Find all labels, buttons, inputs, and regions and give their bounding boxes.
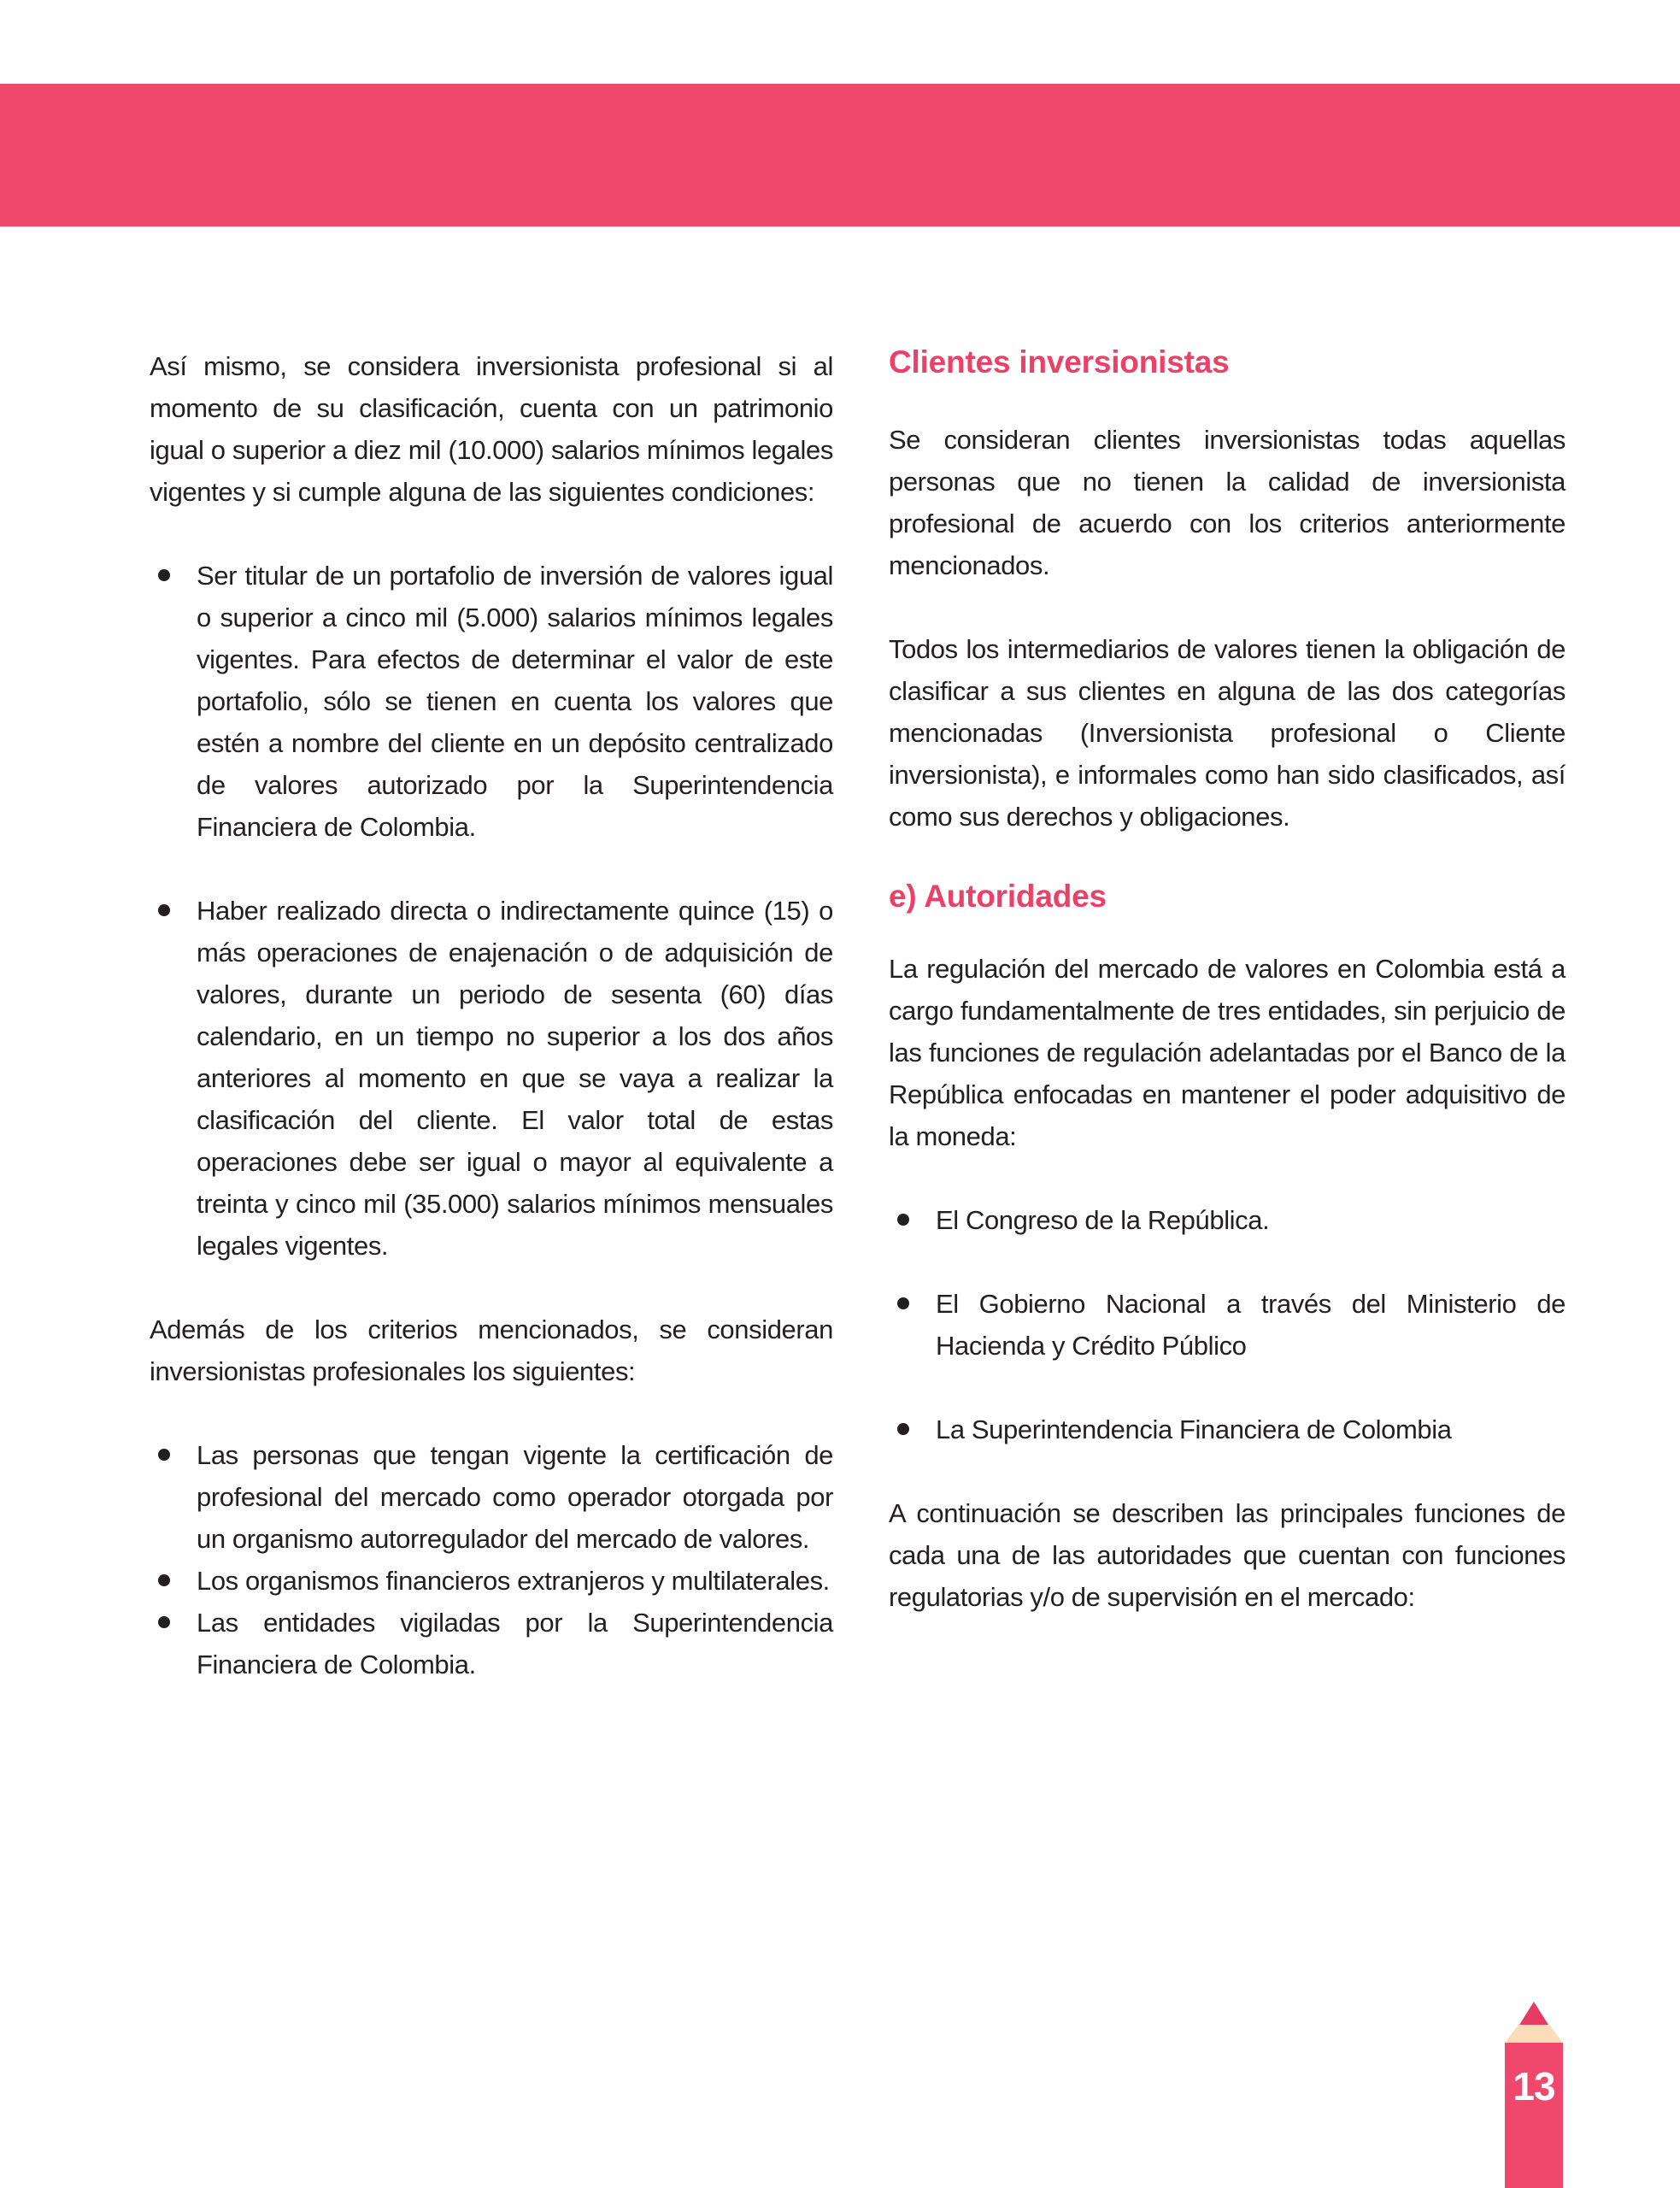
list-item: Ser titular de un portafolio de inversión de valores igual o superior a cinco mil (5.000) salarios mínimos legales vigentes. Para efectos de determinar el valor de este portafolio, sólo se tienen en cuenta los valores que estén a nombre del cliente en un depósito centralizado de valores autorizado por la Superintendencia Financiera de Colombia. [150,555,833,848]
page-number: 13 [1513,2064,1555,2109]
left-bullet-list-2 [150,1434,833,1685]
list-item: El Congreso de la República. [889,1199,1565,1241]
pencil-page-marker [1505,2002,1563,2188]
list-item: Las entidades vigiladas por la Superintendencia Financiera de Colombia. [150,1602,833,1685]
right-paragraph-3: La regulación del mercado de valores en Colombia está a cargo fundamentalmente de tres entidades, sin perjuicio de las funciones de regulación adelantadas por el Banco de la República enfocadas en mantener el poder adquisitivo de la moneda: [889,954,1565,1151]
section-heading-autoridades: e) Autoridades [889,879,1107,914]
right-bullet-list-autoridades [889,1199,1565,1450]
left-bullet-list-1 [150,555,833,1267]
left-column [150,345,833,1727]
pencil-wood-icon [1505,2025,1563,2043]
left-paragraph-2: Además de los criterios mencionados, se consideran inversionistas profesionales los siguientes: [150,1315,833,1386]
list-item: Los organismos financieros extranjeros y multilaterales. [150,1560,833,1602]
list-item: Haber realizado directa o indirectamente quince (15) o más operaciones de enajenación o de adquisición de valores, durante un periodo de sesenta (60) días calendario, en un tiempo no superior a los dos años anteriores al momento en que se vaya a realizar la clasificación del cliente. El valor total de estas operaciones debe ser igual o mayor al equivalente a treinta y cinco mil (35.000) salarios mínimos mensuales legales vigentes. [150,890,833,1267]
list-item: Las personas que tengan vigente la certificación de profesional del mercado como operador otorgada por un organismo autorregulador del mercado de valores. [150,1434,833,1560]
pencil-lead-icon [1519,2002,1548,2025]
pencil-body [1505,2043,1563,2188]
right-paragraph-1: Se consideran clientes inversionistas todas aquellas personas que no tienen la calidad de inversionista profesional de acuerdo con los criterios anteriormente mencionados. [889,425,1565,580]
list-item: La Superintendencia Financiera de Colombia [889,1409,1565,1450]
header-band [0,84,1680,226]
right-paragraph-2: Todos los intermediarios de valores tienen la obligación de clasificar a sus clientes en alguna de las dos categorías mencionadas (Inversionista profesional o Cliente inversionista), e informales como han sido clasificados, así como sus derechos y obligaciones. [889,634,1565,832]
right-column [889,345,1565,1660]
left-paragraph-1: Así mismo, se considera inversionista profesional si al momento de su clasificación, cuenta con un patrimonio igual o superior a diez mil (10.000) salarios mínimos legales vigentes y si cumple alguna de las siguientes condiciones: [150,351,833,507]
right-paragraph-4: A continuación se describen las principales funciones de cada una de las autoridades que cuentan con funciones regulatorias y/o de supervisión en el mercado: [889,1498,1565,1612]
list-item: El Gobierno Nacional a través del Ministerio de Hacienda y Crédito Público [889,1283,1565,1367]
section-heading-clientes-inversionistas: Clientes inversionistas [889,344,1230,379]
